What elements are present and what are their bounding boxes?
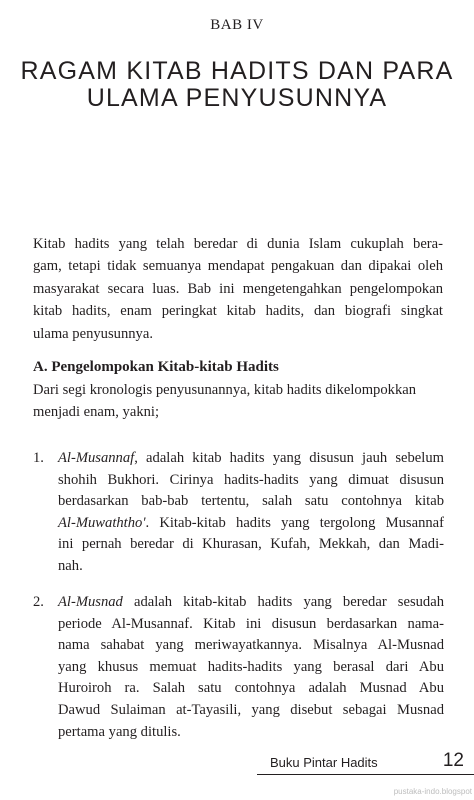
intro-line: Kitab hadits yang telah beredar di dunia Islam cukuplah bera- (33, 236, 443, 252)
chapter-title-line-1: RAGAM KITAB HADITS DAN PARA (20, 57, 454, 85)
footer-book-title: Buku Pintar Hadits (270, 755, 378, 770)
watermark-url: pustaka-indo.blogspot (393, 787, 472, 796)
intro-line: kitab hadits, enam peringkat kitab hadits, dan biografi singkat (33, 303, 443, 320)
intro-line: ulama penyusunnya. (33, 325, 153, 342)
chapter-title-line-2: ULAMA PENYUSUNNYA (86, 84, 388, 112)
section-intro-line: Dari segi kronologis penyusunannya, kitab hadits dikelompokkan (33, 382, 417, 398)
page-number: 12 (442, 750, 464, 771)
intro-line: masyarakat secara luas. Bab ini mengetengahkan pengelompokan (33, 280, 443, 297)
list-item-line: yang khusus memuat hadits-hadits yang berasal dari Abu (58, 658, 444, 675)
list-item-body (58, 592, 444, 743)
list-item-line (58, 592, 444, 614)
list-item-term: Al-Muwaththo' (58, 514, 146, 531)
section-intro (33, 380, 443, 423)
intro-paragraph (33, 233, 443, 345)
list-item-text: . Kitab-kitab hadits yang tergolong Musannaf (145, 514, 444, 531)
list-item-line: nah. (58, 557, 83, 574)
section-heading: A. Pengelompokan Kitab-kitab Hadits (33, 359, 279, 375)
list-item-line: Huroiroh ra. Salah satu contohnya adalah Musnad Abu (58, 680, 444, 697)
footer-divider (257, 774, 474, 775)
list-item-number: 2. (33, 594, 44, 610)
list-item-line: ini pernah beredar di Khurasan, Kufah, Mekkah, dan Madi- (58, 536, 444, 553)
list-item-number: 1. (33, 450, 44, 466)
list-item-line: shohih Bukhori. Cirinya hadits-hadits yang dimuat disusun (58, 471, 444, 488)
list-item-line: Dawud Sulaiman at-Tayasili, yang disebut sebagai Musnad (58, 701, 444, 718)
list-item-body (58, 448, 444, 578)
list-item-line: pertama yang ditulis. (58, 723, 181, 740)
list-item-line: berdasarkan bab-bab tertentu, salah satu contohnya kitab (58, 493, 444, 510)
list-item-text: , adalah kitab hadits yang disusun jauh sebelum (134, 450, 444, 466)
section-intro-line: menjadi enam, yakni; (33, 403, 160, 420)
list-item-line: periode Al-Musannaf. Kitab ini disusun berdasarkan nama- (58, 615, 444, 632)
list-item-line (58, 448, 444, 470)
list-item-term: Al-Musannaf (58, 450, 135, 466)
list-item-line: nama sahabat yang meriwayatkannya. Misalnya Al-Musnad (58, 637, 444, 654)
list-item-text: adalah kitab-kitab hadits yang beredar sesudah (122, 594, 444, 610)
list-item-term: Al-Musnad (58, 594, 123, 610)
list-item-line (58, 513, 444, 535)
chapter-label: BAB IV (210, 17, 264, 33)
chapter-title (20, 58, 454, 112)
intro-line: gam, tetapi tidak semuanya mendapat pengakuan dan dipakai oleh (33, 258, 443, 275)
